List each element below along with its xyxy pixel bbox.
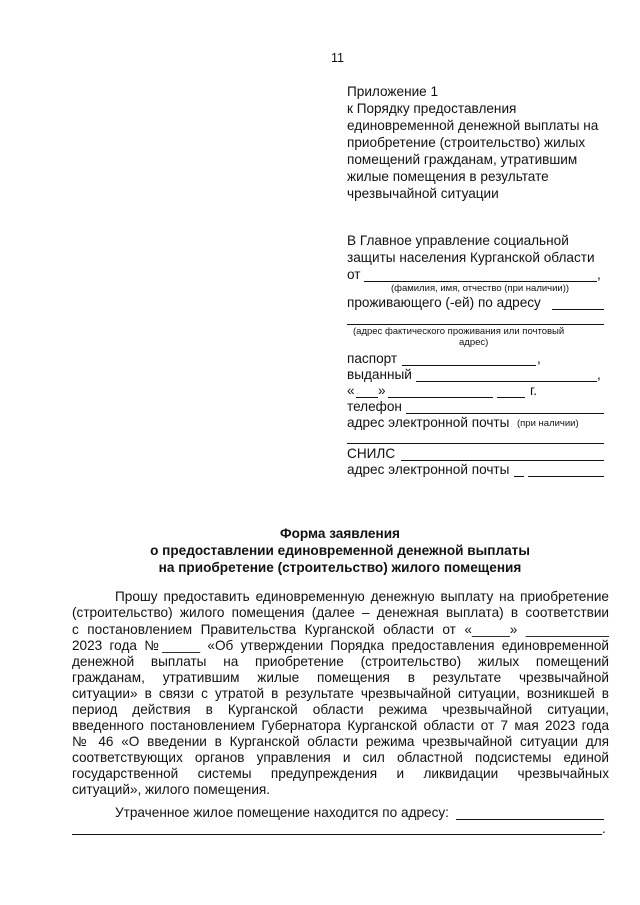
month-field[interactable] <box>388 397 493 398</box>
from-end: , <box>597 267 601 282</box>
passport-label: паспорт <box>347 351 398 366</box>
snils-label: СНИЛС <box>347 446 396 461</box>
date-close: » <box>378 383 386 398</box>
date-open: « <box>347 383 355 398</box>
fio-field[interactable] <box>364 281 597 282</box>
body-line: ситуаций», жилого помещения. <box>72 782 271 797</box>
address-hint: адрес) <box>459 337 489 348</box>
passport-end: , <box>537 351 541 366</box>
addressee-line: защиты населения Курганской области <box>347 250 595 265</box>
lost-address-field-line2[interactable] <box>72 834 602 835</box>
body-line: денежной выплаты на приобретение (строительство) жилых помещений <box>72 654 609 669</box>
appendix-line: чрезвычайной ситуации <box>347 186 499 201</box>
residing-label: проживающего (-ей) по адресу <box>347 295 541 310</box>
passport-field[interactable] <box>402 365 536 366</box>
email-label: адрес электронной почты <box>347 415 510 430</box>
body-line: Прошу предоставить единовременную денежную выплату на приобретение <box>115 589 609 604</box>
body-line: 2023 года №_____ «Об утверждении Порядка предоставления единовременной <box>72 638 609 653</box>
fio-hint: (фамилия, имя, отчество (при наличии)) <box>391 283 570 294</box>
email2-label: адрес электронной почты <box>347 462 510 477</box>
appendix-line: к Порядку предоставления <box>347 101 517 116</box>
issued-field[interactable] <box>416 381 597 382</box>
appendix-line: помещений гражданам, утратившим <box>347 152 578 167</box>
email2-field[interactable] <box>528 476 604 477</box>
issued-end: , <box>597 367 601 382</box>
appendix-line: жилые помещения в результате <box>347 169 549 184</box>
email2-field-short[interactable] <box>514 476 524 477</box>
email-field[interactable] <box>347 443 604 444</box>
body-line: введенного постановлением Губернатора Курганской области от 7 мая 2023 года <box>72 718 609 733</box>
issued-label: выданный <box>347 367 412 382</box>
addressee-line: В Главное управление социальной <box>347 233 569 248</box>
page-number: 11 <box>331 51 344 65</box>
form-title-line: Форма заявления <box>279 526 400 541</box>
address-field-line2[interactable] <box>347 324 604 325</box>
body-line: с постановлением Правительства Курганской области от «_____» ___________ <box>72 622 609 637</box>
appendix-line: приобретение (строительство) жилых <box>347 135 586 150</box>
lost-address-end: . <box>602 821 606 836</box>
lost-address-field[interactable] <box>456 819 604 820</box>
email-hint: (при наличии) <box>517 418 579 429</box>
phone-label: телефон <box>347 399 402 414</box>
body-line: гражданам, утратившим жилые помещения в результате чрезвычайной <box>72 670 609 685</box>
snils-field[interactable] <box>401 460 604 461</box>
body-line: период действия в Курганской области режима чрезвычайной ситуации, <box>72 702 609 717</box>
body-line: (строительство) жилого помещения (далее – денежная выплата) в соответствии <box>72 605 609 620</box>
day-field[interactable] <box>356 397 378 398</box>
phone-field[interactable] <box>406 413 604 414</box>
body-line: соответствующих органов управления и сил областной подсистемы единой <box>72 750 609 765</box>
lost-address-label: Утраченное жилое помещение находится по адресу: <box>115 805 449 820</box>
address-hint: (адрес фактического проживания или почтовый <box>353 326 565 337</box>
address-field[interactable] <box>552 309 604 310</box>
form-title-line: на приобретение (строительство) жилого помещения <box>158 560 522 575</box>
from-label: от <box>347 267 361 282</box>
appendix-line: единовременной денежной выплаты на <box>347 118 599 133</box>
body-line: № 46 «О введении в Курганской области режима чрезвычайной ситуации для <box>72 734 609 749</box>
year-field[interactable] <box>497 397 525 398</box>
appendix-title: Приложение 1 <box>347 84 439 99</box>
form-title-line: о предоставлении единовременной денежной выплаты <box>150 543 530 558</box>
body-line: государственной системы предупреждения и ликвидации чрезвычайных <box>72 766 609 781</box>
body-line: ситуации» в связи с утратой в результате чрезвычайной ситуации, возникшей в <box>72 686 609 701</box>
year-suffix: г. <box>530 383 538 398</box>
